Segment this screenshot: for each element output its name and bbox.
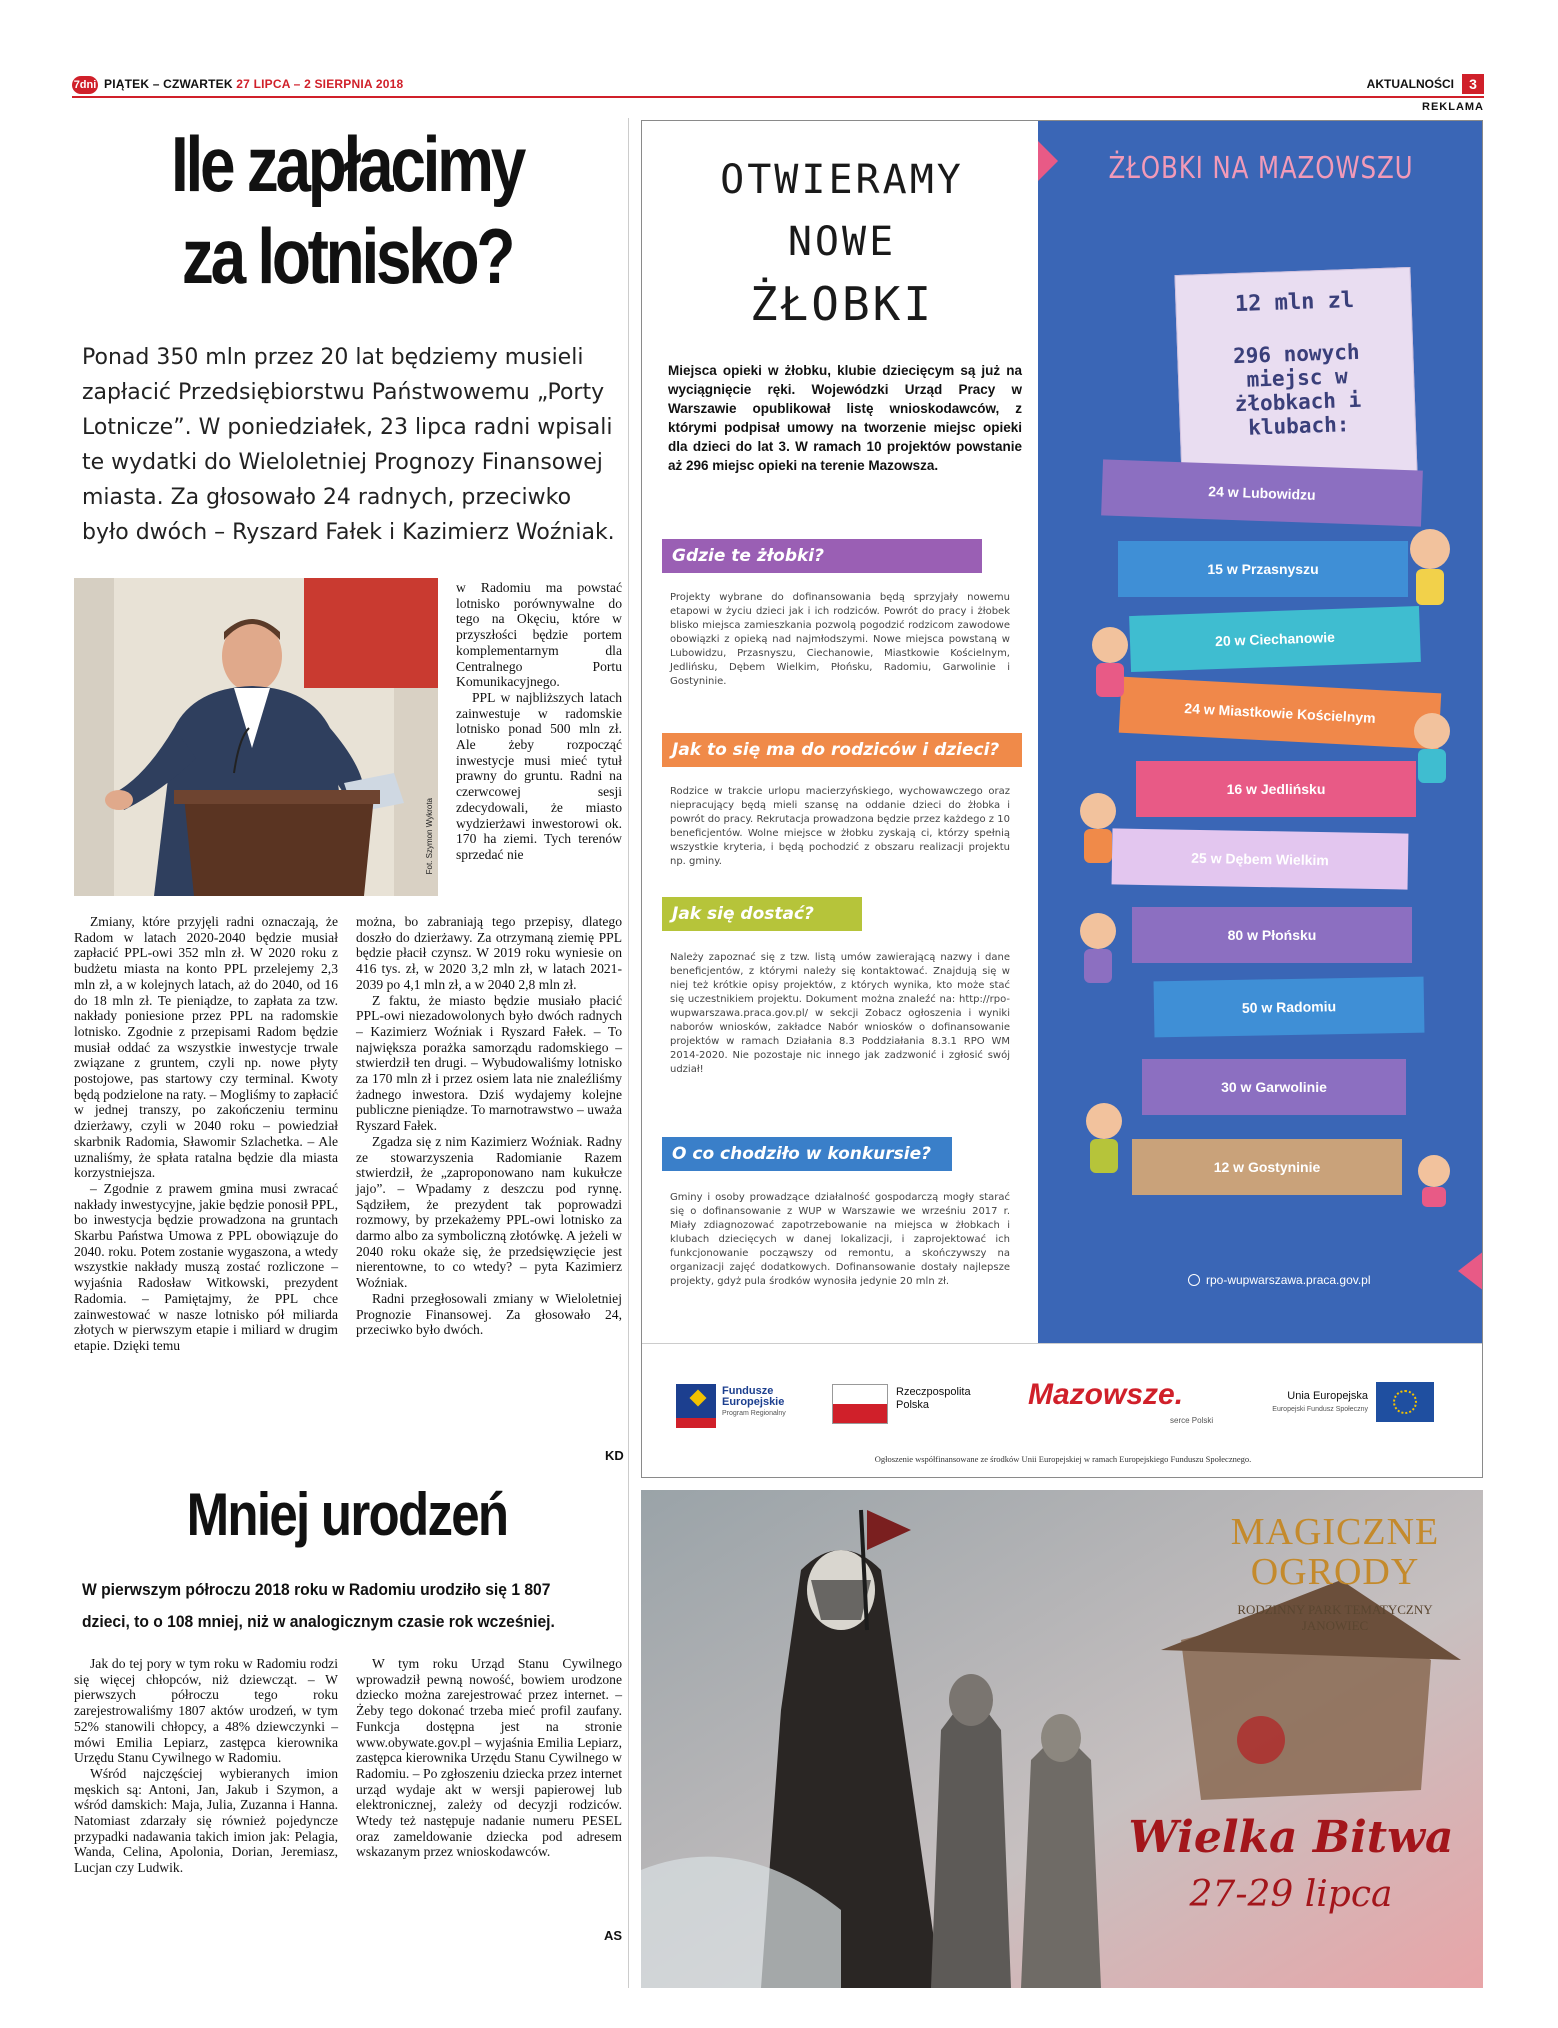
section-text: Gminy i osoby prowadzące działalność gospodarczą mogły starać się o dofinansowanie z WUP w Warszawie we wrześniu 2017 r. Miały zdiagnozować zapotrzebowanie na miejsca w żłobkach i klubach dziecięcych w danej lokalizacji, i zaprojektować ich funkcjonowanie począwszy od remontu, a skończywszy na organizacji zajęć dodatkowych. Dofinansowanie dostały najlepsze projekty, gdyż pula środków wynosiła jedynie 20 mln zł. [670,1192,1010,1287]
theme-park-advert [641,1490,1483,1988]
child-icon [1418,1155,1450,1207]
child-icon [1410,529,1450,605]
photo-credit: Fot. Szymon Wykrota [425,798,434,875]
place-stripe: 24 w Lubowidzu [1101,459,1423,526]
article2-signature: AS [604,1928,623,1943]
funding-footer [642,1343,1483,1477]
article2-paragraph: Wśród najczęściej wybieranych imion męskich są: Antoni, Jan, Jakub i Szymon, a wśród damskich: Maja, Julia, Zuzanna i Hanna. Natomiast zdarzały się również pojedyncze przypadki nadawania takich imion jak: Pelagia, Wanda, Celina, Apolonia, Dorian, Jeremiasz, Lucjan czy Ludwik. [74,1765,338,1876]
article2-paragraph: Jak do tej pory w tym roku w Radomiu rodzi się więcej chłopców, niż dziewcząt. – W pierwszych półroczu tego roku zarejestrowaliśmy 1807 aktów urodzeń, w tym 52% stanowili chłopcy, a 48% dziewczynki – mówi Emilia Lepiarz, zastępca kierownika Urzędu Stanu Cywilnego w Radomiu. [74,1656,338,1766]
section-text: Rodzice w trakcie urlopu macierzyńskiego, wychowawczego oraz niepracujący będą mieli szansę na oddanie dzieci do żłobka i powrót do pracy. Rekrutacja prowadzona będzie przez każdego z 10 beneficjentów. Wolne miejsce w żłobku zyskają ci, którzy spełnią wszystkie kryteria, i będą pochodzić z obszaru realizacji projektu np. gminy. [670,786,1010,867]
article1-col-right [456,580,622,863]
advert-url: rpo-wupwarszawa.praca.gov.pl [1188,1273,1371,1287]
child-icon [1414,713,1450,783]
column-divider [628,118,629,1988]
infographic-title: ŻŁOBKI NA MAZOWSZU [1108,151,1414,186]
article1-paragraph: Zgadza się z nim Kazimierz Woźniak. Radny ze stowarzyszenia Radomianie Razem stwierdził, że „zaproponowano nam kukułcze jajo”. – Wpadamy z deszczu pod rynnę. Sądziłem, że prezydent tak poprowadzi rozmowy, by przekażemy PPL-owi lotnisko za darmo albo za symboliczną złotówkę. A jeżeli w 2040 roku okaże się, że przedsięwzięcie jest nierentowne, to co wtedy? – pyta Kazimierz Woźniak. [356,1133,622,1291]
polish-flag-icon [832,1384,888,1424]
eu-flag-icon [1376,1382,1434,1422]
event-dates: 27-29 lipca [1189,1874,1393,1915]
article1-col-mid [356,914,622,1338]
place-stripe: 50 w Radomiu [1154,977,1425,1038]
section-tag: O co chodziło w konkursie? [662,1137,952,1171]
article1-paragraph: można, bo zabraniają tego przepisy, dlatego doszło do dzierżawy. Za otrzymaną ziemię PPL będzie płacił czynsz. W 2019 roku wyniesie on 416 tys. zł, w 2020 3,2 mln zł, w latach 2021-2039 po 4,1 mln zł, a w 2040 2,8 mln zł. [356,914,622,992]
article1-paragraph: Zmiany, które przyjęli radni oznaczają, że Radom w latach 2020-2040 będzie musiał zapłacić PPL-owi 352 mln zł. W 2020 roku z budżetu miasta na konto PPL przelejemy 2,3 mln zł, a w kolejnych latach, aż do 2040, od 16 do 18 mln zł. Te pieniądze, to zapłata za tzw. nakłady poniesione przez PPL na radomskie lotnisko. Zgodnie z przepisami Radom będzie musiał oddać za wszystkie inwestycje trwale związane z gruntem, czyli np. nowe płyty postojowe, pas startowy czy terminal. Kwoty będą podzielone na raty. – Mogliśmy to zapłacić w jednej transzy, po zakończeniu terminu dzierżawy, czyli w 2040 roku – powiedział skarbnik Radomia, Sławomir Szlachetka. – Ale uznaliśmy, że spłata ratalna będzie dla miasta korzystniejsza. [74,914,338,1181]
place-stripe: 15 w Przasnyszu [1118,541,1408,597]
eu-funds-logo: Fundusze Europejskie Program Regionalny [722,1385,786,1417]
eu-funds-logo-icon [676,1384,716,1428]
place-stripe: 80 w Płońsku [1132,907,1412,963]
article1-paragraph: – Zgodnie z prawem gmina musi zwracać nakłady inwestycyjne, jakie będzie ponosił PPL, bo inwestycja będzie prowadzona na gruntach Skarbu Państwa Umowa z PPL obowiązuje do 2040. roku. Potem zostanie wygaszona, a wtedy wszystkie nakłady muszą zostać rozliczone – wyjaśnia Radosław Witkowski, prezydent Radomia. – Pamiętajmy, że PPL chce zainwestować w nasze lotnisko pół miliarda złotych w pierwszym etapie i miliard w drugim etapie. Dzięki temu [74,1180,338,1353]
infographic-panel [1038,121,1483,1343]
mazowsze-subtitle: serce Polski [1170,1416,1214,1425]
section-tag: Jak się dostać? [662,897,862,931]
page-header [72,76,1484,98]
article1-paragraph: Z faktu, że miasto będzie musiało płacić PPL-owi niezadowolonych było dwóch radnych – Kazimierz Woźniak i Ryszard Fałek. – To największa porażka samorządu radomskiego – stwierdził ten drugi. – Wybudowaliśmy lotnisko za 170 mln zł i przez osiem lata nie znaleźliśmy żadnego inwestora. Dziś wydajemy kolejne publiczne pieniądze. To marnotrawstwo – uważa Ryszard Fałek. [356,992,622,1134]
children-illustrations [1038,121,1483,1343]
child-icon [1080,793,1116,863]
child-icon [1092,627,1128,697]
article1-paragraph: PPL w najbliższych latach zainwestuje w radomskie lotnisko ponad 500 mln zł. Ale żeby rozpocząć inwestycje musi mieć tytuł prawny do gruntu. Radni na czerwcowej sesji zdecydowali, że miasto wydzierżawi inwestorowi ok. 170 ha ziemi. Tych terenów sprzedać nie [456,689,622,862]
issue-date: PIĄTEK – CZWARTEK 27 LIPCA – 2 SIERPNIA 2018 [104,77,404,91]
nursery-advert [641,120,1483,1478]
child-icon [1080,913,1116,983]
article1-paragraph: w Radomiu ma powstać lotnisko porównywalne do tego na Okęciu, które w przyszłości będzie portem komplementarnym dla Centralnego Portu Komunikacyjnego. [456,580,622,690]
article1-signature: KD [605,1448,624,1463]
ad-label: REKLAMA [1422,101,1484,113]
article1-paragraph: Radni przegłosowali zmiany w Wieloletniej Prognozie Finansowej. Za głosowało 24, przeciwko było dwóch. [356,1290,622,1338]
section-name: AKTUALNOŚCI [1366,77,1454,91]
eu-logo: Unia Europejska Europejski Fundusz Społeczny [1272,1390,1368,1413]
article2-paragraph: W tym roku Urząd Stanu Cywilnego wprowadził pewną nowość, bowiem urodzone dziecko można zarejestrować przez internet. – Żeby tego dokonać trzeba mieć profil zaufany. Funkcja dostępna jest na stronie www.obywate.gov.pl – wyjaśnia Emilia Lepiarz, zastępca kierownika Urzędu Stanu Cywilnego w Radomiu. – Po zgłoszeniu dziecka przez internet urząd wydaje akt w wersji papierowej lub elektronicznej, zależy od decyzji rodziców. Wtedy też następuje nadanie numeru PESEL oraz zameldowanie dziecka pod adresem wskazanym przez wnioskodawców. [356,1656,622,1860]
article1-col-left [74,914,338,1354]
paper-logo: 7dni [72,76,98,94]
article2-col1 [74,1656,338,1876]
place-stripe: 25 w Dębem Wielkim [1112,828,1409,889]
section-text: Projekty wybrane do dofinansowania będą sprzyjały nowemu etapowi w życiu dzieci jak i ich rodziców. Powrót do pracy i żłobek blisko miejsca zamieszkania pozwolą pogodzić rodzicom zawodowe obowiązki z opieką nad najmłodszymi. Nowe miejsca powstaną w Lubowidzu, Przasnyszu, Ciechanowie, Miastkowie Kościelnym, Jedlińsku, Dębem Wielkim, Płońsku, Radomiu, Garwolinie i Gostyninie. [670,592,1010,687]
section-text: Należy zapoznać się z tzw. listą umów zawierającą nazwy i dane beneficjentów, z którymi należy się kontaktować. Znajdują się w niej też krótkie opisy projektów, z których wynika, kto może stać się uczestnikiem projektu. Dokument można znaleźć na: http://rpo-wupwarszawa.praca.gov.pl/ w sekcji Zobacz ogłoszenia i wyniki naborów wniosków, zakładce Nabór wniosków o dofinansowanie projektów w ramach Działania 8.3 Poddziałania 8.3.1 RPO WM 2014-2020. Nie pozostaje nic innego jak zadzwonić i zgłosić swój udział! [670,952,1010,1075]
park-subtitle: RODZINNY PARK TEMATYCZNY JANOWIEC [1237,1602,1433,1633]
article2-lead: W pierwszym półroczu 2018 roku w Radomiu urodziło się 1 807 dzieci, to o 108 mniej, niż w analogicznym czasie rok wcześniej. [82,1580,555,1631]
mazowsze-logo: Mazowsze. [1028,1378,1184,1411]
sticky-note: 12 mln zl 296 nowych miejsc w żłobkach i klubach: [1174,267,1417,481]
advert-headline: OTWIERAMY NOWE ŻŁOBKI [720,157,964,331]
event-name: Wielka Bitwa [1128,1812,1454,1863]
article1-lead: Ponad 350 mln przez 20 lat będziemy musieli zapłacić Przedsiębiorstwu Państwowemu „Porty Lotnicze”. W poniedziałek, 23 lipca radni wpisali te wydatki do Wieloletniej Prognozy Finansowej miasta. Za głosowało 24 radnych, przeciwko było dwóch – Ryszard Fałek i Kazimierz Woźniak. [82,345,615,545]
page-number: 3 [1462,74,1484,94]
speaker-photo-illustration [74,578,438,896]
article1-title: Ile zapłacimy za lotnisko? [170,120,523,300]
place-stripe: 30 w Garwolinie [1142,1059,1406,1115]
section-tag: Gdzie te żłobki? [662,539,982,573]
rp-logo: Rzeczpospolita Polska [896,1386,971,1411]
article2-col2 [356,1656,622,1860]
place-stripe: 16 w Jedlińsku [1136,761,1416,817]
place-stripe: 24 w Miastkowie Kościelnym [1119,677,1441,750]
funding-note: Ogłoszenie współfinansowane ze środków Unii Europejskiej w ramach Europejskiego Funduszu Społecznego. [874,1454,1252,1464]
place-stripe: 20 w Ciechanowie [1129,606,1421,672]
park-brand: MAGICZNE OGRODY [1230,1511,1440,1593]
article1-photo [74,578,438,896]
place-stripe: 12 w Gostyninie [1132,1139,1402,1195]
article2-title: Mniej urodzeń [186,1481,508,1548]
advert-intro: Miejsca opieki w żłobku, klubie dziecięcym są już na wyciągnięcie ręki. Wojewódzki Urząd Pracy w Warszawie opublikował listę wnioskodawców, z którymi podpisał umowy na tworzenie miejsc opieki dla dzieci do lat 3. W ramach 10 projektów powstanie aż 296 miejsc opieki na terenie Mazowsza. [668,363,1022,473]
section-tag: Jak to się ma do rodziców i dzieci? [662,733,1022,767]
child-icon [1086,1103,1122,1173]
